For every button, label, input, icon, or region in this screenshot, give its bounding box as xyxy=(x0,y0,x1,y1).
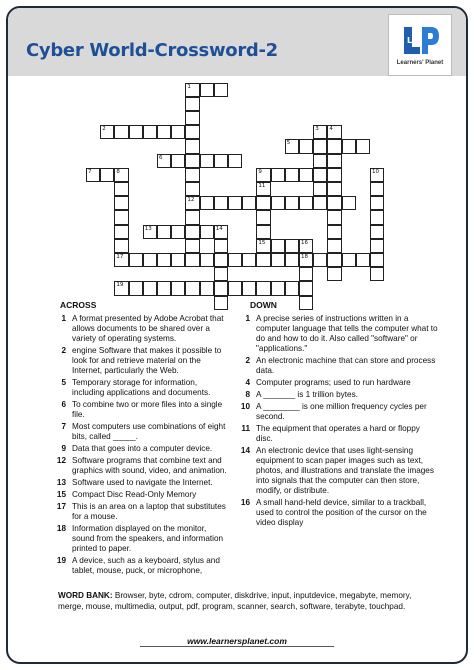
grid-cell[interactable] xyxy=(114,168,128,182)
grid-cell[interactable] xyxy=(356,139,370,153)
grid-cell[interactable] xyxy=(200,281,214,295)
grid-cell[interactable] xyxy=(271,168,285,182)
grid-cell[interactable] xyxy=(185,139,199,153)
clue-text: A small hand-held device, similar to a trackball, used to control the position of the cursor on the video display xyxy=(256,498,427,527)
across-clue xyxy=(44,314,230,344)
clue-number: 2 xyxy=(245,356,250,365)
grid-cell[interactable] xyxy=(370,239,384,253)
clue-number: 10 xyxy=(240,402,250,411)
grid-cell[interactable] xyxy=(299,253,313,267)
down-clue xyxy=(228,424,438,444)
clue-number: 14 xyxy=(240,446,250,455)
across-clue xyxy=(44,524,230,554)
grid-cell-number: 16 xyxy=(301,239,308,246)
grid-cell-number: 1 xyxy=(187,83,191,90)
clue-text: An electronic device that uses light-sensing equipment to scan paper images such as text, photos, and illustrations and translate the images into signals that the computer can then store, modify, or distribute. xyxy=(256,446,434,495)
grid-cell[interactable] xyxy=(271,239,285,253)
grid-cell[interactable] xyxy=(242,196,256,210)
grid-cell[interactable] xyxy=(313,125,327,139)
grid-cell-number: 14 xyxy=(215,225,223,232)
grid-cell[interactable] xyxy=(242,253,256,267)
grid-cell[interactable] xyxy=(228,281,242,295)
grid-cell[interactable] xyxy=(185,111,199,125)
grid-cell[interactable] xyxy=(185,168,199,182)
across-clue xyxy=(44,456,230,476)
clue-text: Software used to navigate the Internet. xyxy=(72,478,213,487)
grid-cell[interactable] xyxy=(143,253,157,267)
grid-cell[interactable] xyxy=(185,239,199,253)
grid-cell-number: 2 xyxy=(102,126,106,133)
crossword-grid xyxy=(0,0,474,310)
grid-cell[interactable] xyxy=(200,83,214,97)
grid-cell[interactable] xyxy=(214,253,228,267)
grid-cell-number: 9 xyxy=(258,168,262,175)
grid-cell-number: 12 xyxy=(187,197,195,204)
down-clue xyxy=(228,446,438,496)
grid-cell[interactable] xyxy=(327,225,341,239)
grid-cell[interactable] xyxy=(114,182,128,196)
grid-cell[interactable] xyxy=(370,196,384,210)
grid-cell[interactable] xyxy=(200,253,214,267)
grid-cell[interactable] xyxy=(228,196,242,210)
clue-number: 9 xyxy=(61,444,66,453)
clue-text: An electronic machine that can store and process data. xyxy=(256,356,436,375)
clue-number: 5 xyxy=(61,378,66,387)
grid-cell[interactable] xyxy=(313,154,327,168)
grid-cell[interactable] xyxy=(143,281,157,295)
grid-cell[interactable] xyxy=(256,225,270,239)
clue-text: Compact Disc Read-Only Memory xyxy=(72,490,197,499)
across-clue xyxy=(44,556,230,576)
clue-number: 1 xyxy=(245,314,250,323)
grid-cell[interactable] xyxy=(327,210,341,224)
down-clue xyxy=(228,314,438,354)
grid-cell[interactable] xyxy=(285,168,299,182)
grid-cell[interactable] xyxy=(143,125,157,139)
grid-cell[interactable] xyxy=(129,253,143,267)
grid-cell[interactable] xyxy=(157,154,171,168)
grid-cell[interactable] xyxy=(327,196,341,210)
grid-cell[interactable] xyxy=(214,83,228,97)
clue-number: 15 xyxy=(56,490,66,499)
clue-text: Software programs that combine text and graphics with sound, video, and animation. xyxy=(72,456,227,475)
grid-cell[interactable] xyxy=(100,125,114,139)
grid-cell-number: 17 xyxy=(116,254,124,260)
grid-cell[interactable] xyxy=(256,182,270,196)
grid-cell[interactable] xyxy=(327,239,341,253)
grid-cell[interactable] xyxy=(200,154,214,168)
clue-text: Most computers use combinations of eight bits, called _____. xyxy=(72,422,226,441)
grid-cell[interactable] xyxy=(129,125,143,139)
grid-cell[interactable] xyxy=(214,154,228,168)
grid-cell[interactable] xyxy=(185,97,199,111)
grid-cell[interactable] xyxy=(185,182,199,196)
across-clue xyxy=(44,490,230,500)
down-clue xyxy=(228,390,438,400)
down-clue xyxy=(228,378,438,388)
grid-cell-number: 5 xyxy=(286,140,291,147)
across-clue xyxy=(44,422,230,442)
grid-cell[interactable] xyxy=(171,225,185,239)
grid-cell[interactable] xyxy=(370,225,384,239)
down-clues xyxy=(228,300,438,530)
grid-cell[interactable] xyxy=(256,196,270,210)
grid-cell-number: 18 xyxy=(301,254,308,260)
clue-number: 4 xyxy=(245,378,250,387)
clue-text: A device, such as a keyboard, stylus and tablet, mouse, puck, or microphone, xyxy=(72,556,220,575)
down-heading: DOWN xyxy=(250,300,277,310)
grid-cell[interactable] xyxy=(157,281,171,295)
clue-number: 7 xyxy=(61,422,66,431)
down-clue xyxy=(228,356,438,376)
grid-cell[interactable] xyxy=(299,239,313,253)
grid-cell[interactable] xyxy=(342,196,356,210)
grid-cell-number: 7 xyxy=(88,168,92,175)
word-bank-label: WORD BANK: xyxy=(58,591,113,600)
clue-number: 16 xyxy=(240,498,250,507)
grid-cell[interactable] xyxy=(129,281,143,295)
clue-number: 6 xyxy=(61,400,66,409)
grid-cell[interactable] xyxy=(271,253,285,267)
grid-cell[interactable] xyxy=(342,253,356,267)
grid-cell-number: 10 xyxy=(372,168,379,175)
grid-cell[interactable] xyxy=(157,253,171,267)
clue-text: engine Software that makes it possible to look for and retrieve material on the Internet, particularly the Web. xyxy=(72,346,222,375)
word-bank-text: Browser, byte, cdrom, computer, diskdrive, input, inputdevice, megabyte, memory, merge, mouse, multimedia, output, pdf, program, scanner, search, software, terabyte, touchpad. xyxy=(58,591,412,611)
grid-cell[interactable] xyxy=(370,182,384,196)
clue-number: 1 xyxy=(61,314,66,323)
grid-cell[interactable] xyxy=(285,253,299,267)
clue-number: 18 xyxy=(56,524,66,533)
grid-cell[interactable] xyxy=(214,239,228,253)
grid-cell-number: 6 xyxy=(159,154,163,161)
word-bank xyxy=(58,590,438,612)
footer-url: www.learnersplanet.com xyxy=(187,636,287,646)
grid-cell[interactable] xyxy=(114,196,128,210)
across-clue xyxy=(44,502,230,522)
grid-cell[interactable] xyxy=(185,196,199,210)
grid-cell-number: 4 xyxy=(329,126,333,133)
grid-cell[interactable] xyxy=(185,154,199,168)
grid-cell[interactable] xyxy=(342,139,356,153)
grid-cell[interactable] xyxy=(313,253,327,267)
grid-cell[interactable] xyxy=(313,196,327,210)
grid-cell[interactable] xyxy=(256,253,270,267)
clue-text: A _______ is 1 trillion bytes. xyxy=(256,390,358,399)
svg-text:LP: LP xyxy=(407,36,418,45)
clue-text: To combine two or more files into a single file. xyxy=(72,400,223,419)
grid-cell-number: 19 xyxy=(116,282,124,289)
grid-cell[interactable] xyxy=(370,210,384,224)
grid-cell[interactable] xyxy=(114,225,128,239)
grid-cell[interactable] xyxy=(285,196,299,210)
across-clue xyxy=(44,478,230,488)
grid-cell[interactable] xyxy=(256,281,270,295)
grid-cell[interactable] xyxy=(86,168,100,182)
clue-text: A format presented by Adobe Acrobat that allows documents to be shared over a variety of operating systems. xyxy=(72,314,224,343)
clue-text: A ________ is one million frequency cycles per second. xyxy=(256,402,427,421)
grid-cell[interactable] xyxy=(370,168,384,182)
grid-cell[interactable] xyxy=(327,253,341,267)
grid-cell[interactable] xyxy=(114,210,128,224)
grid-cell[interactable] xyxy=(256,168,270,182)
grid-cell[interactable] xyxy=(200,225,214,239)
down-clue xyxy=(228,498,438,528)
grid-cell[interactable] xyxy=(214,281,228,295)
grid-cell-number: 11 xyxy=(258,183,266,189)
grid-cell[interactable] xyxy=(356,253,370,267)
grid-cell[interactable] xyxy=(228,154,242,168)
clue-text: A precise series of instructions written in a computer language that tells the computer what to do and how to do it. Also called "software" or "applications." xyxy=(256,314,438,353)
grid-cell[interactable] xyxy=(370,267,384,281)
grid-cell[interactable] xyxy=(299,139,313,153)
clue-text: The equipment that operates a hard or floppy disc. xyxy=(256,424,420,443)
grid-cell[interactable] xyxy=(285,281,299,295)
grid-cell[interactable] xyxy=(214,267,228,281)
grid-cell[interactable] xyxy=(313,182,327,196)
clue-text: This is an area on a laptop that substitutes for a mouse. xyxy=(72,502,226,521)
grid-cell[interactable] xyxy=(114,239,128,253)
worksheet-title: Cyber World-Crossword-2 xyxy=(26,40,278,61)
grid-cell[interactable] xyxy=(271,281,285,295)
grid-cell[interactable] xyxy=(299,168,313,182)
clue-text: Data that goes into a computer device. xyxy=(72,444,213,453)
grid-cell[interactable] xyxy=(100,168,114,182)
grid-cell[interactable] xyxy=(185,125,199,139)
grid-cell[interactable] xyxy=(185,83,199,97)
grid-cell-number: 3 xyxy=(315,126,319,133)
grid-cell[interactable] xyxy=(285,139,299,153)
grid-cell[interactable] xyxy=(200,196,214,210)
grid-cell[interactable] xyxy=(171,281,185,295)
across-clue xyxy=(44,444,230,454)
footer-divider xyxy=(140,646,334,647)
grid-cell[interactable] xyxy=(327,267,341,281)
grid-cell[interactable] xyxy=(327,154,341,168)
clue-text: Computer programs; used to run hardware xyxy=(256,378,411,387)
clue-number: 2 xyxy=(61,346,66,355)
grid-cell[interactable] xyxy=(185,253,199,267)
across-clue xyxy=(44,378,230,398)
clue-text: Temporary storage for information, including applications and documents. xyxy=(72,378,211,397)
grid-cell[interactable] xyxy=(114,253,128,267)
grid-cell[interactable] xyxy=(285,239,299,253)
grid-cell[interactable] xyxy=(327,168,341,182)
grid-cell[interactable] xyxy=(114,281,128,295)
grid-cell[interactable] xyxy=(157,125,171,139)
grid-cell[interactable] xyxy=(185,210,199,224)
clue-text: Information displayed on the monitor, sound from the speakers, and information printed to paper. xyxy=(72,524,224,553)
grid-cell[interactable] xyxy=(157,225,171,239)
clue-number: 17 xyxy=(56,502,66,511)
clue-number: 11 xyxy=(241,424,250,433)
grid-cell[interactable] xyxy=(256,239,270,253)
grid-cell[interactable] xyxy=(256,210,270,224)
grid-cell[interactable] xyxy=(242,281,256,295)
clue-number: 12 xyxy=(56,456,66,465)
grid-cell[interactable] xyxy=(228,253,242,267)
grid-cell[interactable] xyxy=(370,253,384,267)
grid-cell[interactable] xyxy=(214,196,228,210)
across-clue xyxy=(44,400,230,420)
grid-cell[interactable] xyxy=(171,154,185,168)
grid-cell-number: 15 xyxy=(258,239,266,246)
logo-name: Learners' Planet xyxy=(396,60,444,66)
clue-number: 8 xyxy=(245,390,250,399)
grid-cell[interactable] xyxy=(327,139,341,153)
grid-cell[interactable] xyxy=(185,225,199,239)
grid-cell-number: 8 xyxy=(116,168,120,175)
grid-cell[interactable] xyxy=(299,267,313,281)
grid-cell[interactable] xyxy=(143,225,157,239)
grid-cell[interactable] xyxy=(114,125,128,139)
grid-cell[interactable] xyxy=(299,281,313,295)
grid-cell[interactable] xyxy=(327,125,341,139)
grid-cell[interactable] xyxy=(185,281,199,295)
clue-number: 19 xyxy=(56,556,66,565)
down-clue xyxy=(228,402,438,422)
clue-number: 13 xyxy=(56,478,66,487)
across-clue xyxy=(44,346,230,376)
grid-cell-number: 13 xyxy=(144,225,152,232)
grid-cell[interactable] xyxy=(171,125,185,139)
across-clues xyxy=(44,300,230,578)
grid-cell[interactable] xyxy=(214,225,228,239)
grid-cell[interactable] xyxy=(327,182,341,196)
grid-cell[interactable] xyxy=(313,139,327,153)
grid-cell[interactable] xyxy=(313,168,327,182)
grid-cell[interactable] xyxy=(299,196,313,210)
grid-cell[interactable] xyxy=(271,196,285,210)
across-heading: ACROSS xyxy=(60,300,97,310)
grid-cell[interactable] xyxy=(171,253,185,267)
